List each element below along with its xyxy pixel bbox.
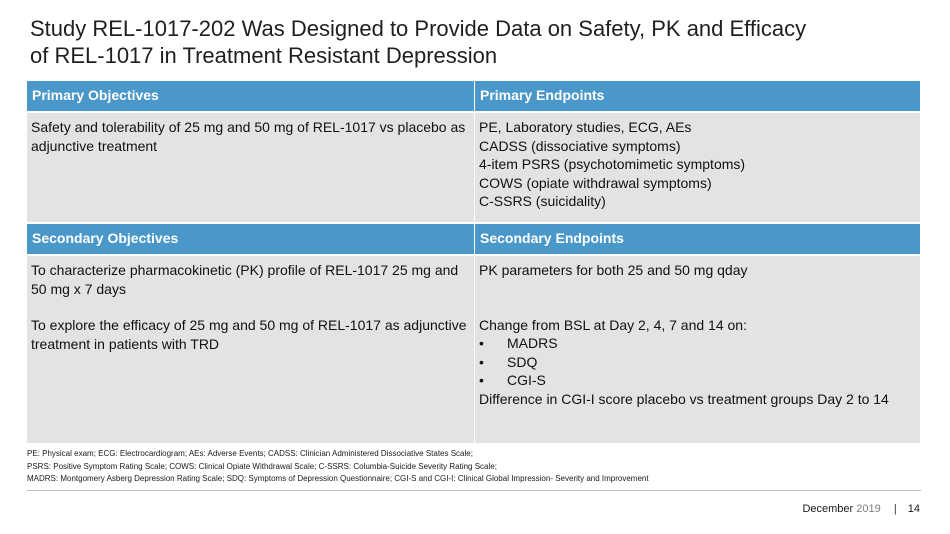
abbreviations-footnotes	[27, 448, 927, 486]
primary-objectives-cell	[27, 113, 475, 224]
slide-title-line-2: of REL-1017 in Treatment Resistant Depression	[30, 43, 498, 68]
primary-endpoint-item: 4-item PSRS (psychotomimetic symptoms)	[479, 156, 746, 172]
primary-endpoint-item: CADSS (dissociative symptoms)	[479, 137, 681, 154]
primary-objectives-text: Safety and tolerability of 25 mg and 50 mg of REL-1017 vs placebo as adjunctive treatment	[31, 119, 466, 154]
bullet-item	[479, 334, 915, 353]
footer-separator: |	[893, 503, 897, 515]
secondary-objective-efficacy: To explore the efficacy of 25 mg and 50 mg of REL-1017 as adjunctive treatment in patients with TRD	[31, 317, 467, 352]
footer-year: 2019	[856, 503, 881, 515]
page-number: 14	[907, 503, 920, 515]
bullet-label: SDQ	[507, 353, 538, 370]
secondary-objectives-cell	[27, 256, 475, 445]
spacer	[479, 280, 915, 298]
primary-objectives-header: Primary Objectives	[27, 81, 475, 113]
bullet-icon: •	[479, 335, 484, 351]
primary-endpoint-item: PE, Laboratory studies, ECG, AEs	[479, 119, 692, 135]
bullet-label: MADRS	[507, 335, 558, 351]
secondary-endpoints-cell	[475, 256, 921, 445]
primary-endpoints-header: Primary Endpoints	[475, 81, 921, 113]
primary-endpoint-item: COWS (opiate withdrawal symptoms)	[479, 174, 712, 191]
footnote-line: PSRS: Positive Symptom Rating Scale; COWS: Clinical Opiate Withdrawal Scale; C-SSRS: Columbia-Suicide Severity Rating Scale;	[27, 461, 497, 471]
spacer	[31, 298, 469, 316]
footer-divider	[27, 490, 921, 491]
bullet-label: CGI-S	[507, 372, 546, 388]
secondary-objectives-header: Secondary Objectives	[27, 224, 475, 256]
objectives-endpoints-table	[27, 81, 921, 445]
spacer	[479, 298, 915, 316]
secondary-endpoint-change: Change from BSL at Day 2, 4, 7 and 14 on:	[479, 316, 747, 333]
primary-endpoint-item: C-SSRS (suicidality)	[479, 193, 606, 209]
secondary-endpoint-difference: Difference in CGI-I score placebo vs treatment groups Day 2 to 14	[479, 390, 889, 407]
footnote-line: PE: Physical exam; ECG: Electrocardiogram; AEs: Adverse Events; CADSS: Clinician Administered Dissociative States Scale;	[27, 449, 473, 458]
footnote-line: MADRS: Montgomery Asberg Depression Rating Scale; SDQ: Symptoms of Depression Questionnaire; CGI-S and CGI-I: Clinical Global Impression- Severity and Improvement	[27, 474, 649, 483]
secondary-endpoints-header: Secondary Endpoints	[475, 224, 921, 256]
bullet-item	[479, 353, 915, 372]
primary-endpoints-cell	[475, 113, 921, 224]
secondary-objective-pk: To characterize pharmacokinetic (PK) profile of REL-1017 25 mg and 50 mg x 7 days	[31, 262, 459, 297]
bullet-icon: •	[479, 353, 484, 370]
slide-title	[30, 15, 930, 69]
slide-title-line-1: Study REL-1017-202 Was Designed to Provide Data on Safety, PK and Efficacy	[30, 16, 807, 41]
bullet-icon: •	[479, 372, 484, 388]
footer-month: December	[802, 503, 854, 515]
secondary-endpoint-pk: PK parameters for both 25 and 50 mg qday	[479, 262, 748, 278]
slide-footer	[802, 503, 920, 515]
bullet-item	[479, 371, 915, 390]
